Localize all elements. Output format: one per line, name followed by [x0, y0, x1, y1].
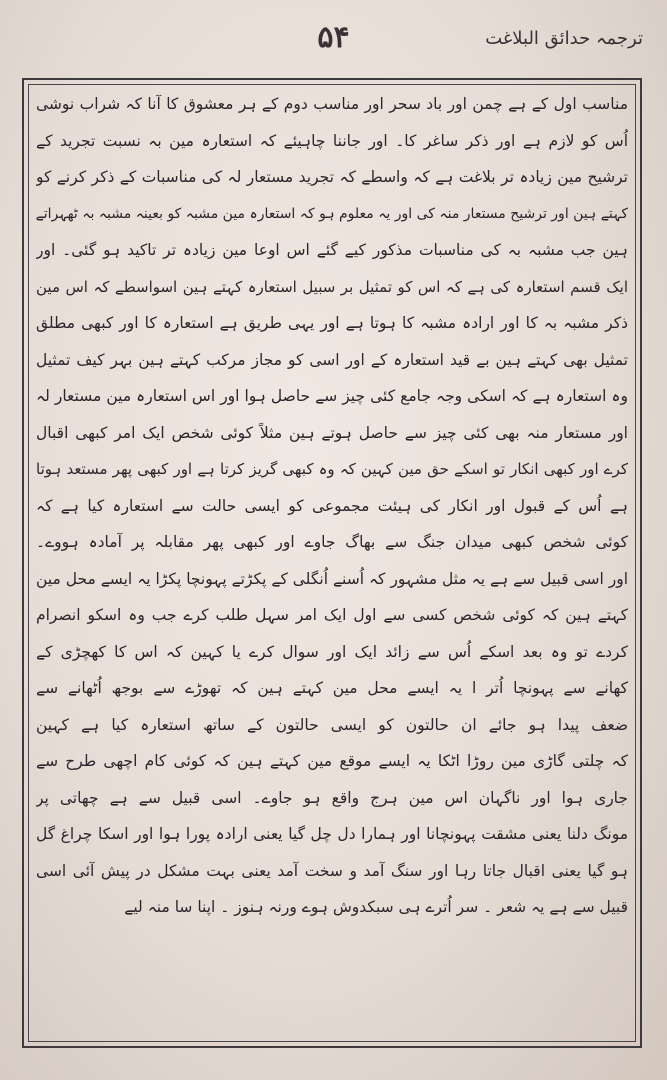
running-head: ترجمہ حدائق البلاغت	[485, 28, 643, 49]
text-line: کہتے ہین کہ کوئی شخص کسی سے اول ایک امر سہل طلب کرے جب وہ اسکو انصرام	[36, 606, 628, 624]
text-line: ایک قسم استعارہ کی ہے کہ اس کو تمثیل بر سبیل استعارہ کہتے ہین اسواسطے کہ اس مین	[36, 277, 628, 296]
text-line: مونگ دلنا یعنی مشقت پہونچانا اور ہمارا دل چل گیا یعنی ارادہ پورا ہوا اور اسکا چراغ گل	[36, 825, 628, 843]
text-line: کہ چلتی گاڑی مین روڑا اٹکا یہ ایسے موقع مین کہتے ہین کہ کوئی کام اچھی طرح سے	[36, 752, 628, 770]
text-line: اور اسی قبیل سے ہے یہ مثل مشہور کہ اُسنے اُنگلی کے پکڑتے پہونچا پکڑا یہ ایسے محل مین	[36, 569, 628, 588]
text-line: اور مستعار منہ بھی کئی چیز سے حاصل ہوتے ہین مثلاً کوئی شخص ایک امر کبھی اقبال	[36, 423, 628, 442]
page-number: ۵۴	[317, 20, 350, 55]
text-line: ذکر مشبہ بہ کا اور ارادہ مشبہ کا ہوتا ہے اور یہی طریق ہے استعارہ کا اور کبھی مطلق	[36, 314, 628, 332]
text-line: کوئی شخص کبھی میدان جنگ سے بھاگ جاوے اور کبھی پھر مقابلہ پر آمادہ ہووے۔	[36, 533, 628, 551]
text-line: کرے اور کبھی انکار تو اسکے حق مین کہین کہ وہ کبھی گریز کرتا ہے اور کبھی پھر مستعد ہوتا	[36, 460, 628, 478]
text-line: ہو گیا یعنی اقبال جاتا رہا اور سنگ آمد و سخت آمد یعنی بہت مشکل در پیش آئی اسی	[36, 861, 628, 880]
text-line: تمثیل بھی کہتے ہین بے قید استعارہ کے اور اسی کو مجاز مرکب کہتے ہین بہر کیف تمثیل	[36, 350, 628, 369]
text-line: کہتے ہین اور ترشیح مستعار منہ کی اور یہ معلوم ہو کہ استعارہ مین مشبہ کو بعینہ مشبہ بہ ٹھہراتے	[36, 205, 628, 222]
text-line: قبیل سے ہے یہ شعر ۔ سر اُترے ہی سبکدوش ہوے ورنہ ہنوز ۔ اپنا سا منہ لیے	[124, 898, 628, 916]
text-line: اُس کو لازم ہے اور ذکر ساغر کا۔ اور جاننا چاہیئے کہ استعارہ مین بہ نسبت تجرید کے	[36, 131, 628, 150]
text-line: ہے اُس کے قبول اور انکار کی ہیئت مجموعی کو ایسی حالت سے استعارہ کیا ہے کہ	[36, 496, 628, 515]
text-line: جاری ہوا اور ناگہان اس مین ہرج واقع ہو جاوے۔ اسی قبیل سے ہے چھاتی پر	[36, 788, 628, 807]
text-body	[36, 86, 628, 1036]
text-line: ترشیح مین زیادہ تر بلاغت ہے کہ واسطے کہ تجرید مستعار لہ کی مناسبات کے ذکر کرنے کو	[36, 168, 628, 186]
text-line: ضعف پیدا ہو جائے ان حالتون کو ایسی حالتون کے ساتھ استعارہ کیا ہے کہین	[36, 715, 628, 734]
page-header	[24, 18, 643, 66]
text-line: وہ استعارہ ہے کہ اسکی وجہ جامع کئی چیز سے حاصل ہوا اور اس استعارہ مین مستعار لہ	[36, 387, 628, 405]
text-line: مناسب اول کے ہے چمن اور باد سحر اور مناسب دوم کے ہر معشوق کا آنا کہ شراب نوشی	[36, 95, 628, 113]
text-line: کردے تو وہ بعد اسکے اُس سے زائد ایک اور سوال کرے یا کہین کہ اس کا کھچڑی کے	[36, 642, 628, 661]
text-line: ہین جب مشبہ بہ کی مناسبات مذکور کیے گئے اس اوعا مین زیادہ تر تاکید ہو گئی۔ اور	[36, 241, 628, 259]
text-line: کھانے سے پہونچا اُتر ا یہ ایسے محل مین کہتے ہین کہ تھوڑے سے بوجھ اُٹھانے سے	[36, 679, 628, 697]
